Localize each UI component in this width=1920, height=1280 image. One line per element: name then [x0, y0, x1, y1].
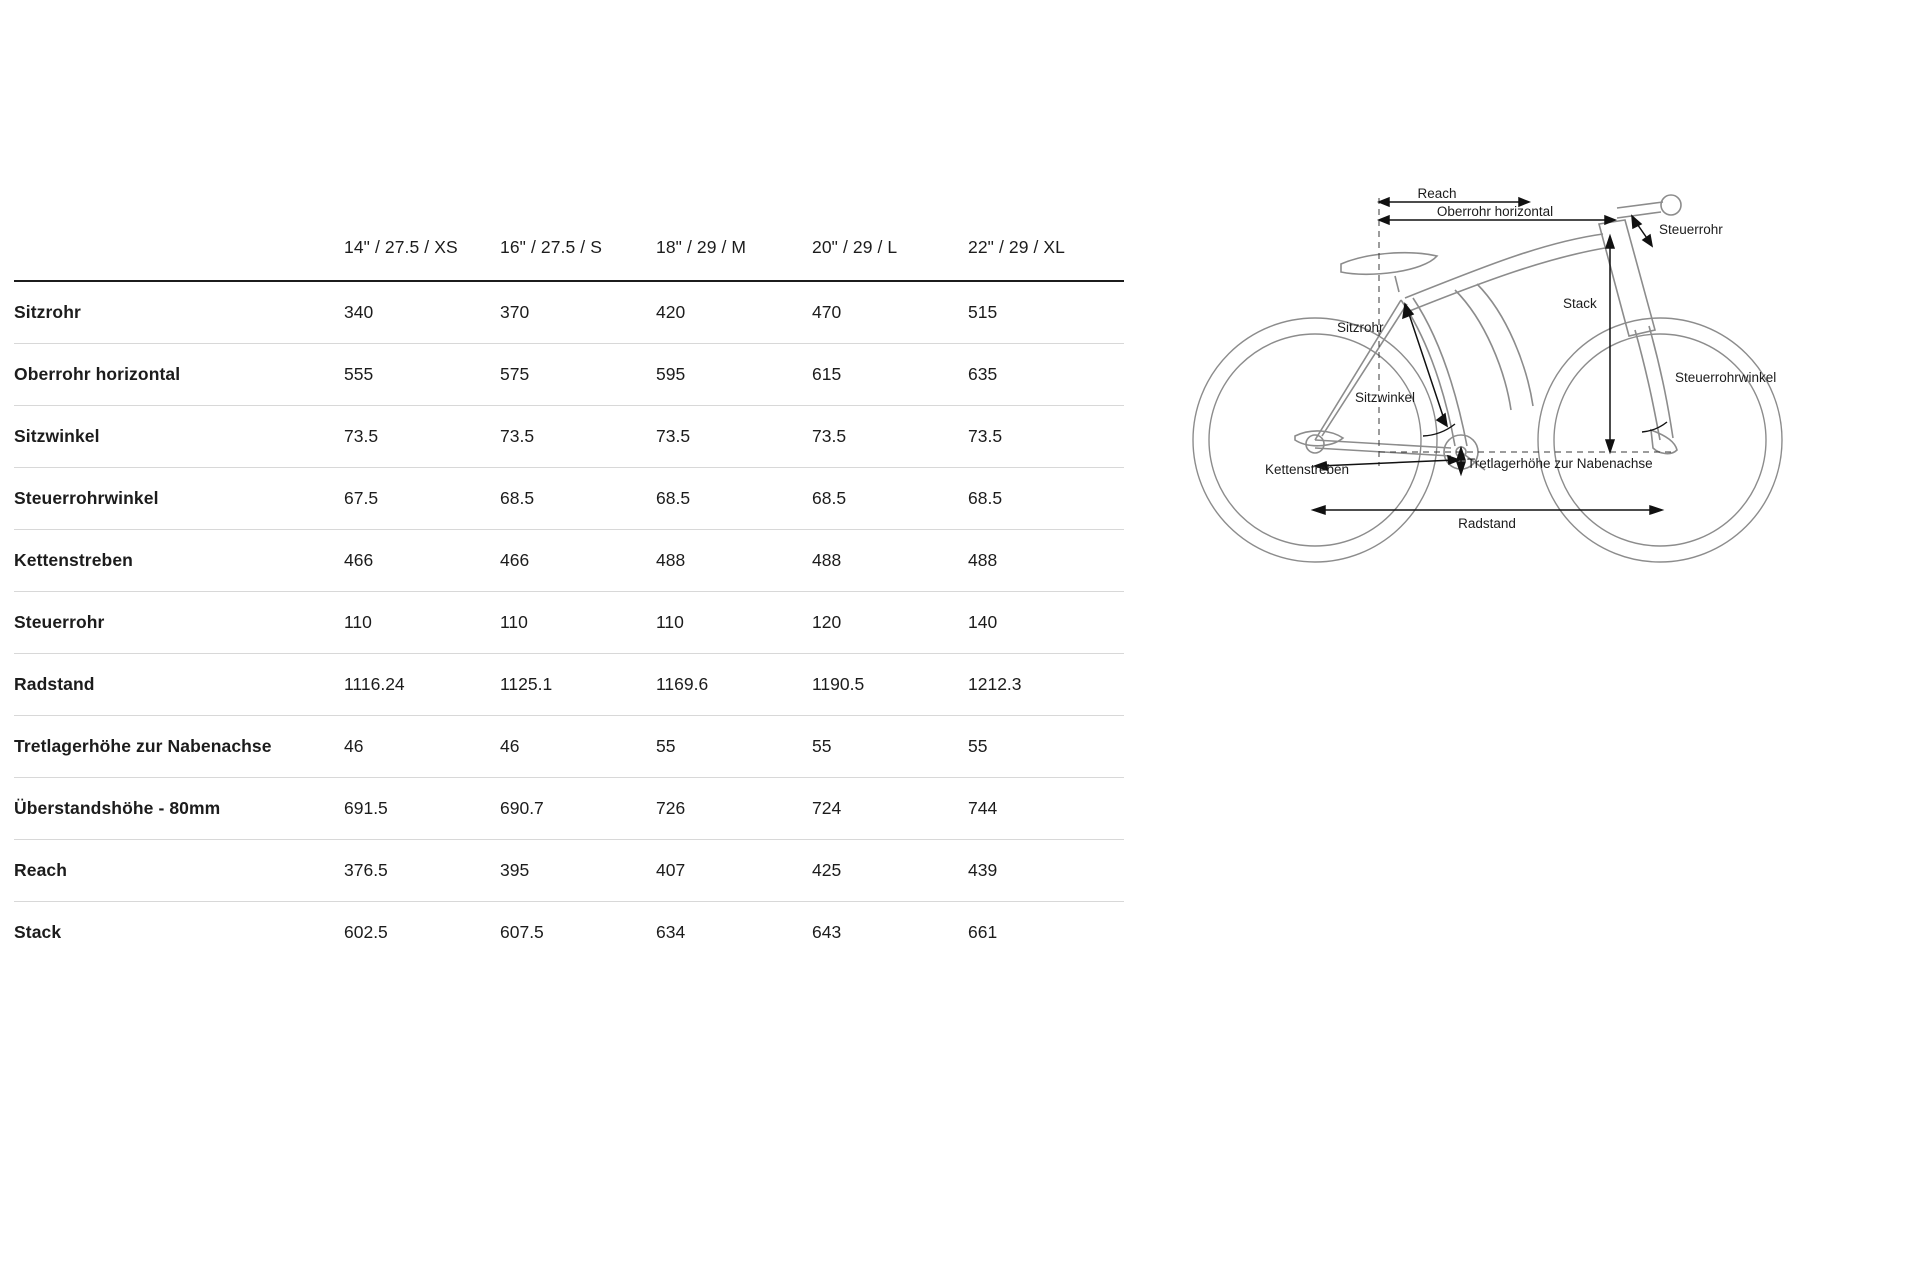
- cell-stack-xl: 661: [968, 922, 998, 942]
- cell-kettenstreben-xl: 488: [968, 530, 1124, 592]
- diagram-construction-lines: [1379, 198, 1715, 466]
- cell-radstand-m: 1169.6: [656, 654, 812, 716]
- cell-tretlagerhoehe-l: 55: [812, 716, 968, 778]
- cell-stack-m: 634: [656, 922, 686, 942]
- cell-ueberstandshoehe-m: 726: [656, 778, 812, 840]
- table-row: [14, 530, 1124, 592]
- cell-radstand-s: 1125.1: [500, 654, 656, 716]
- bike-geometry-diagram: [1155, 180, 1905, 620]
- diagram-label-sitzrohr: Sitzrohr: [1337, 320, 1384, 335]
- diagram-label-reach: Reach: [1417, 186, 1457, 201]
- table-row: [14, 592, 1124, 654]
- cell-sitzrohr-m: 420: [656, 281, 812, 344]
- cell-steuerrohrwinkel-s: 68.5: [500, 468, 656, 530]
- cell-steuerrohr-m: 110: [656, 592, 812, 654]
- cell-steuerrohr-xs: 110: [344, 592, 500, 654]
- table-row: [14, 281, 1124, 344]
- cell-kettenstreben-l: 488: [812, 530, 968, 592]
- table-header-row: [14, 237, 1124, 281]
- row-label-reach: Reach: [14, 840, 344, 902]
- geometry-table: [14, 237, 1124, 963]
- row-label-ueberstandshoehe: Überstandshöhe - 80mm: [14, 778, 344, 840]
- column-header-xl: 22" / 29 / XL: [968, 237, 1066, 257]
- cell-reach-s: 395: [500, 840, 656, 902]
- cell-sitzrohr-l: 470: [812, 281, 968, 344]
- cell-steuerrohrwinkel-xl: 68.5: [968, 468, 1124, 530]
- row-label-sitzrohr: Sitzrohr: [14, 281, 344, 344]
- cell-reach-l: 425: [812, 840, 968, 902]
- diagram-label-steuerrohrwinkel: Steuerrohrwinkel: [1675, 370, 1777, 385]
- row-label-kettenstreben: Kettenstreben: [14, 530, 344, 592]
- row-label-steuerrohr: Steuerrohr: [14, 592, 344, 654]
- cell-sitzwinkel-xl: 73.5: [968, 406, 1124, 468]
- cell-ueberstandshoehe-l: 724: [812, 778, 968, 840]
- cell-sitzwinkel-m: 73.5: [656, 406, 812, 468]
- table-row: [14, 654, 1124, 716]
- diagram-label-steuerrohr: Steuerrohr: [1659, 222, 1723, 237]
- cell-radstand-xl: 1212.3: [968, 654, 1124, 716]
- table-row: [14, 716, 1124, 778]
- diagram-label-stack: Stack: [1563, 296, 1597, 311]
- cell-radstand-xs: 1116.24: [344, 654, 500, 716]
- cell-reach-m: 407: [656, 840, 812, 902]
- diagram-label-kettenstreben: Kettenstreben: [1265, 462, 1350, 477]
- cell-steuerrohrwinkel-l: 68.5: [812, 468, 968, 530]
- cell-steuerrohrwinkel-m: 68.5: [656, 468, 812, 530]
- cell-reach-xs: 376.5: [344, 840, 500, 902]
- cell-sitzwinkel-xs: 73.5: [344, 406, 500, 468]
- cell-oberrohr-xs: 555: [344, 344, 500, 406]
- cell-ueberstandshoehe-xl: 744: [968, 778, 1124, 840]
- cell-tretlagerhoehe-xl: 55: [968, 716, 1124, 778]
- table-row: [14, 406, 1124, 468]
- row-label-tretlagerhoehe: Tretlagerhöhe zur Nabenachse: [14, 716, 344, 778]
- table-body: [14, 281, 1124, 963]
- cell-steuerrohr-xl: 140: [968, 592, 1124, 654]
- row-label-oberrohr-horizontal: Oberrohr horizontal: [14, 344, 344, 406]
- cell-reach-xl: 439: [968, 840, 1124, 902]
- cell-sitzwinkel-l: 73.5: [812, 406, 968, 468]
- cell-stack-xs: 602.5: [344, 922, 388, 942]
- table-row: [14, 778, 1124, 840]
- cell-sitzrohr-s: 370: [500, 281, 656, 344]
- column-header-s: 16" / 27.5 / S: [500, 237, 602, 257]
- cell-radstand-l: 1190.5: [812, 654, 968, 716]
- cell-tretlagerhoehe-s: 46: [500, 716, 656, 778]
- cell-kettenstreben-m: 488: [656, 530, 812, 592]
- cell-sitzrohr-xl: 515: [968, 281, 1124, 344]
- cell-kettenstreben-xs: 466: [344, 530, 500, 592]
- diagram-label-sitzwinkel: Sitzwinkel: [1355, 390, 1416, 405]
- table-row: [14, 344, 1124, 406]
- geometry-table-container: [14, 237, 1124, 963]
- column-header-xs: 14" / 27.5 / XS: [344, 237, 458, 257]
- row-label-steuerrohrwinkel: Steuerrohrwinkel: [14, 468, 344, 530]
- column-header-m: 18" / 29 / M: [656, 237, 747, 257]
- table-header: [14, 237, 1124, 281]
- diagram-angle-arcs: [1423, 422, 1667, 436]
- row-label-sitzwinkel: Sitzwinkel: [14, 406, 344, 468]
- cell-oberrohr-l: 615: [812, 344, 968, 406]
- column-header-label: [14, 237, 344, 281]
- diagram-label-radstand: Radstand: [1458, 516, 1516, 531]
- cell-steuerrohr-s: 110: [500, 592, 656, 654]
- table-row: [14, 468, 1124, 530]
- row-label-stack: Stack: [14, 922, 62, 942]
- cell-oberrohr-m: 595: [656, 344, 812, 406]
- cell-steuerrohr-l: 120: [812, 592, 968, 654]
- cell-steuerrohrwinkel-xs: 67.5: [344, 468, 500, 530]
- table-row: [14, 902, 1124, 964]
- table-row: [14, 840, 1124, 902]
- cell-oberrohr-xl: 635: [968, 344, 1124, 406]
- cell-stack-l: 643: [812, 922, 842, 942]
- cell-sitzrohr-xs: 340: [344, 281, 500, 344]
- column-header-l: 20" / 29 / L: [812, 237, 898, 257]
- cell-oberrohr-s: 575: [500, 344, 656, 406]
- cell-tretlagerhoehe-xs: 46: [344, 716, 500, 778]
- cell-stack-s: 607.5: [500, 922, 544, 942]
- cell-tretlagerhoehe-m: 55: [656, 716, 812, 778]
- diagram-label-oberrohr: Oberrohr horizontal: [1436, 204, 1554, 219]
- cell-sitzwinkel-s: 73.5: [500, 406, 656, 468]
- row-label-radstand: Radstand: [14, 654, 344, 716]
- diagram-label-tretlagerhoehe: Tretlagerhöhe zur Nabenachse: [1467, 456, 1653, 471]
- cell-kettenstreben-s: 466: [500, 530, 656, 592]
- cell-ueberstandshoehe-s: 690.7: [500, 778, 656, 840]
- cell-ueberstandshoehe-xs: 691.5: [344, 778, 500, 840]
